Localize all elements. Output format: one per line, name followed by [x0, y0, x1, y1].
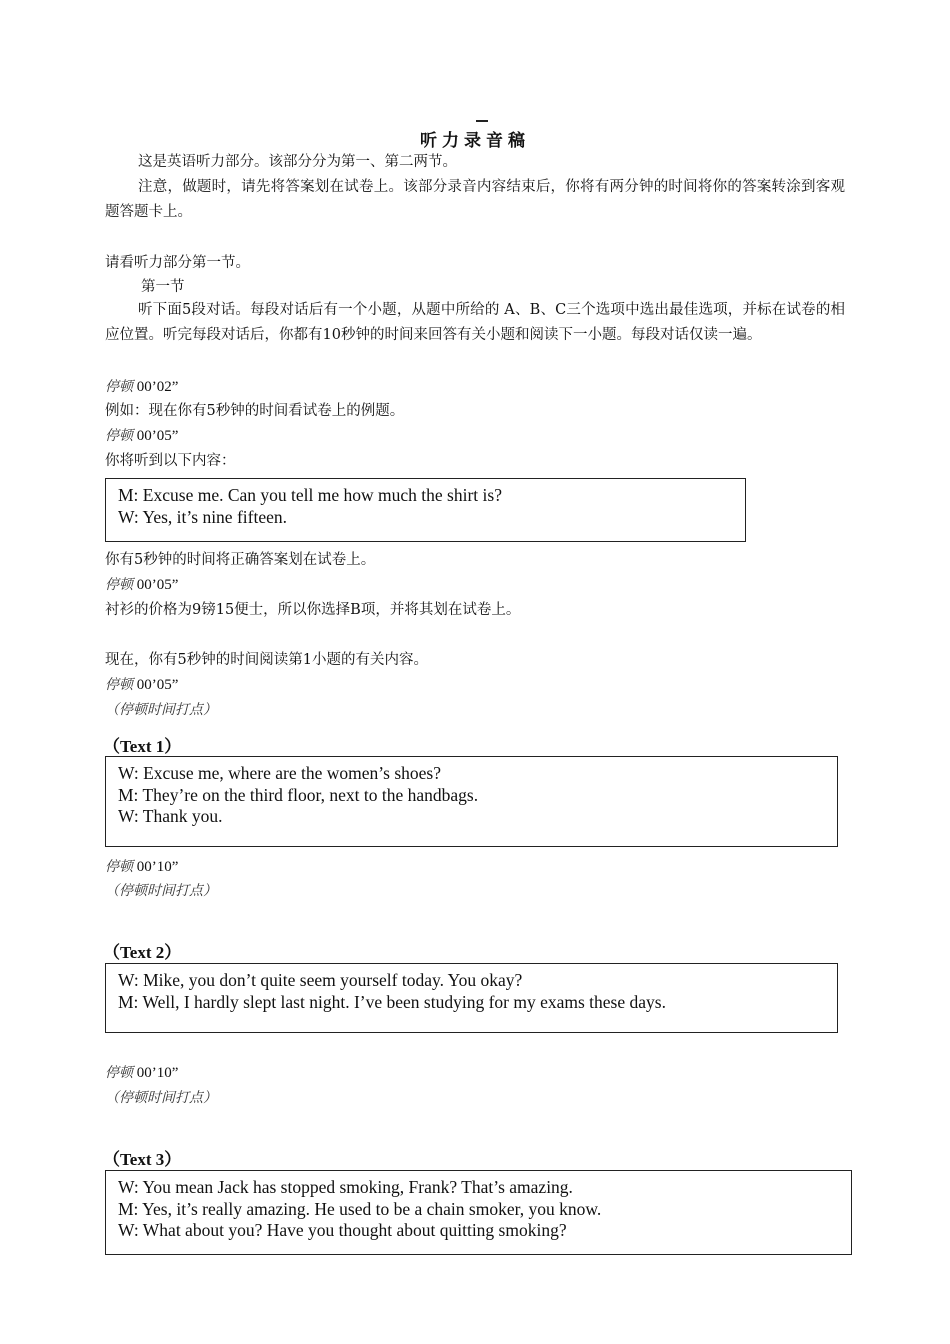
dialogue-line: W: Thank you. [118, 806, 223, 826]
pause-mark: （停顿时间打点） [105, 702, 217, 718]
pause-time: 00’10” [136, 1065, 179, 1081]
pause-word: 停顿 [105, 677, 133, 693]
pause-0005-b [105, 575, 178, 595]
pause-0002 [105, 377, 178, 397]
pause-mark: （停顿时间打点） [105, 883, 217, 899]
pause-word: 停顿 [105, 428, 133, 444]
dialogue-line: W: Excuse me, where are the women’s shoes? [118, 763, 441, 783]
section-heading: 第一节 [141, 279, 185, 295]
pause-time: 00’05” [136, 677, 179, 693]
section-instructions: 听下面5段对话。每段对话后有一个小题，从题中所给的 A、B、C三个选项中选出最佳选项，并标在试卷的相应位置。听完每段对话后，你都有10秒钟的时间来回答有关小题和阅读下一小题。每段对话仅读一遍。 [105, 302, 845, 343]
text-2-dialogue-box [105, 963, 838, 1033]
title-mark [476, 120, 488, 122]
section-look: 请看听力部分第一节。 [105, 255, 250, 271]
example-intro: 例如：现在你有5秒钟的时间看试卷上的例题。 [105, 403, 405, 419]
dialogue-line: M: Yes, it’s really amazing. He used to be a chain smoker, you know. [118, 1198, 602, 1219]
dialogue-line: W: Mike, you don’t quite seem yourself today. You okay? [118, 970, 523, 990]
example-explanation: 衬衫的价格为9镑15便士，所以你选择B项，并将其划在试卷上。 [105, 602, 521, 618]
pause-time: 00’05” [136, 428, 179, 444]
dialogue-line: M: Excuse me. Can you tell me how much the shirt is? [118, 485, 502, 505]
page-title: 听力录音稿 [420, 131, 530, 151]
pause-mark: （停顿时间打点） [105, 1090, 217, 1106]
dialogue-line: W: What about you? Have you thought about quitting smoking? [118, 1220, 567, 1240]
text-3-dialogue-box [105, 1170, 852, 1255]
pause-0010-a [105, 857, 178, 877]
text-1-label: （Text 1） [103, 737, 182, 756]
dialogue-line: W: Yes, it’s nine fifteen. [118, 506, 287, 527]
text-1-dialogue-box [105, 756, 838, 847]
example-now-read: 现在，你有5秒钟的时间阅读第1小题的有关内容。 [105, 652, 428, 668]
dialogue-line: M: Well, I hardly slept last night. I’ve been studying for my exams these days. [118, 991, 666, 1012]
pause-word: 停顿 [105, 577, 133, 593]
example-dialogue-box [105, 478, 746, 542]
dialogue-line: M: They’re on the third floor, next to the handbags. [118, 784, 479, 805]
intro-line-2: 注意，做题时，请先将答案划在试卷上。该部分录音内容结束后，你将有两分钟的时间将你的答案转涂到客观题答题卡上。 [105, 179, 845, 220]
pause-word: 停顿 [105, 379, 133, 395]
example-hear: 你将听到以下内容： [105, 453, 236, 469]
text-2-label: （Text 2） [103, 943, 182, 962]
dialogue-line: W: You mean Jack has stopped smoking, Frank? That’s amazing. [118, 1177, 573, 1197]
example-mark-answer: 你有5秒钟的时间将正确答案划在试卷上。 [105, 552, 376, 568]
pause-word: 停顿 [105, 1065, 133, 1081]
pause-time: 00’10” [136, 859, 179, 875]
pause-time: 00’05” [136, 577, 179, 593]
pause-time: 00’02” [136, 379, 179, 395]
pause-word: 停顿 [105, 859, 133, 875]
pause-0010-b [105, 1063, 178, 1083]
pause-0005-a [105, 426, 178, 446]
pause-0005-c [105, 675, 178, 695]
text-3-label: （Text 3） [103, 1150, 182, 1169]
intro-line-1: 这是英语听力部分。该部分分为第一、第二两节。 [138, 154, 457, 170]
